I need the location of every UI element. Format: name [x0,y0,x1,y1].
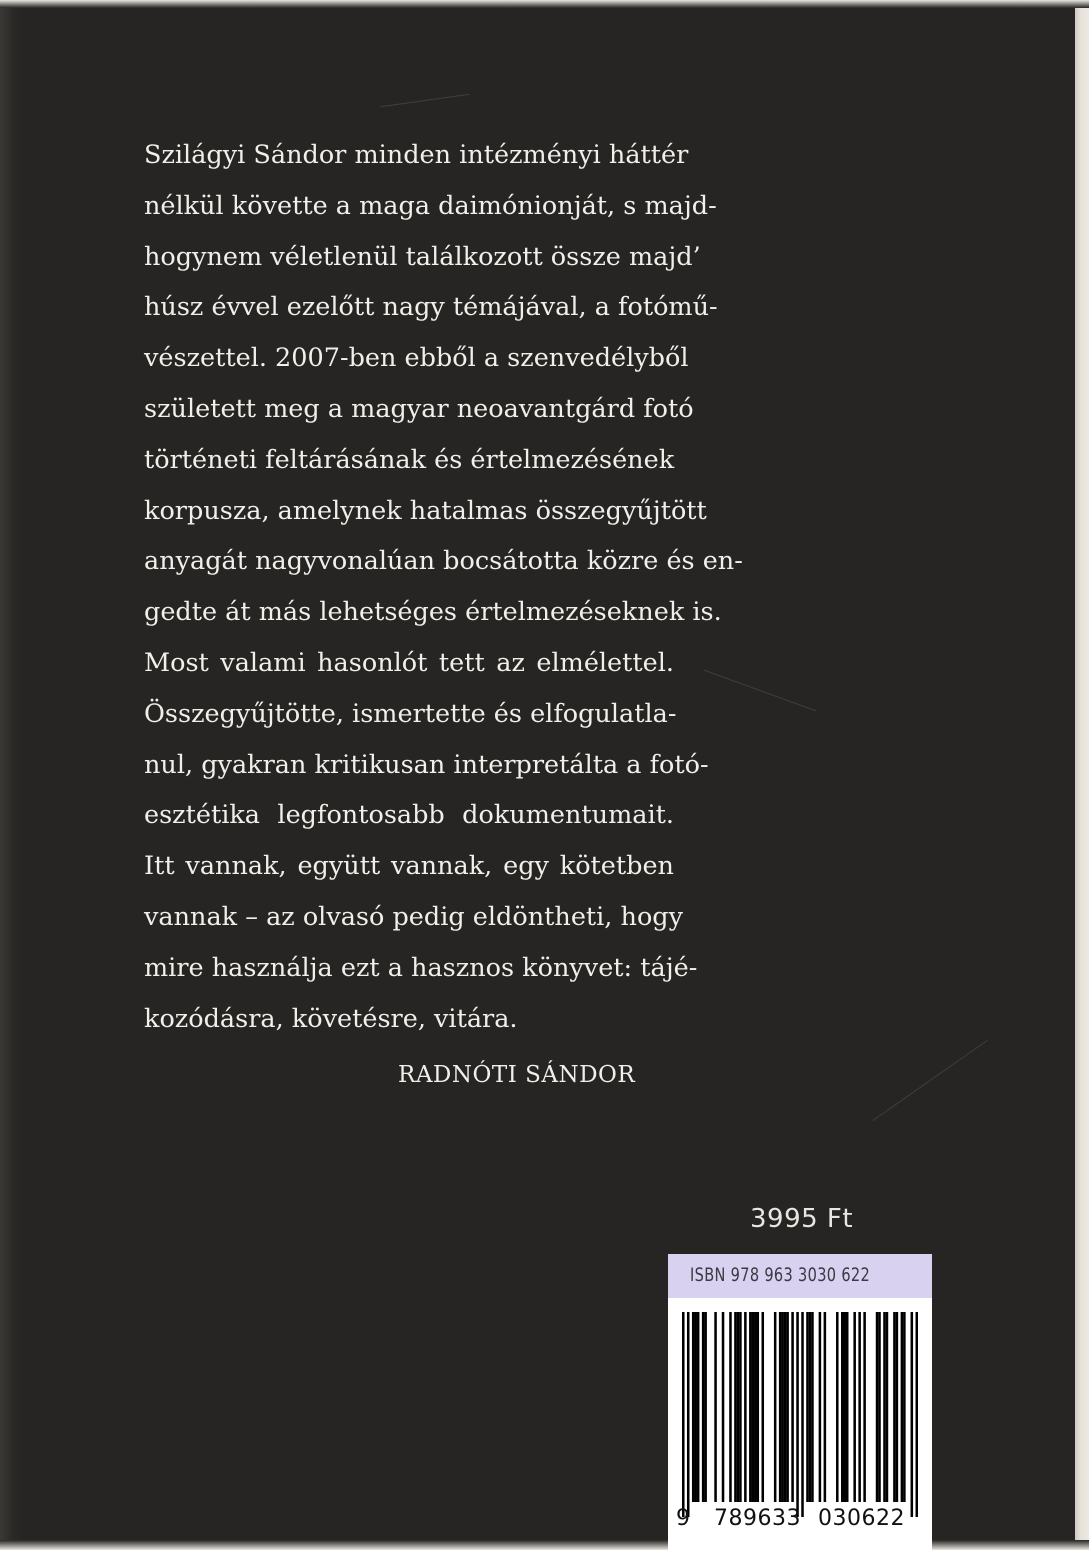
barcode-bar [876,1312,879,1502]
blurb-line: nélkül követte a maga daimónionját, s majd- [144,190,717,221]
blurb-line: nul, gyakran kritikusan interpretálta a fotó- [144,749,709,780]
barcode-bar [692,1312,695,1502]
barcode-bar [779,1312,782,1502]
barcode-panel [668,1298,932,1550]
barcode-bar [903,1312,906,1502]
barcode-bar [911,1312,914,1517]
barcode-bar [786,1312,789,1502]
barcode-bar [781,1312,784,1502]
barcode-bar [784,1312,787,1502]
barcode-lead-digit: 9 [676,1506,690,1531]
spine-edge [0,0,22,1550]
barcode-bar [886,1312,889,1502]
barcode-bar [878,1312,881,1502]
price-label: 3995 Ft [750,1204,854,1234]
isbn-text: ISBN 978 963 3030 622 [690,1264,871,1286]
barcode-bar [796,1312,799,1517]
barcode-bar [853,1312,856,1502]
blurb-line: Most valami hasonlót tett az elmélettel. [144,647,674,678]
barcode-bar [757,1312,760,1502]
barcode-bar [801,1312,804,1517]
barcode-bar [846,1312,849,1502]
surface-scratch [380,94,469,108]
scan-edge-right [1075,0,1089,1550]
barcode-bar [893,1312,896,1502]
blurb-line: esztétika legfontosabb dokumentumait. [144,800,674,831]
barcode-bar [722,1312,725,1502]
blurb-line: anyagát nagyvonalúan bocsátotta közre és en- [144,546,743,577]
barcode-bar [819,1312,822,1502]
barcode-bar [916,1312,918,1517]
surface-scratch [703,670,816,712]
barcode-bar [774,1312,777,1502]
barcode-bar [754,1312,757,1502]
barcode-bar [836,1312,839,1502]
barcode-digits [676,1506,926,1540]
barcode-bar [863,1312,866,1502]
barcode-bar [714,1312,717,1502]
barcode-bar [843,1312,846,1502]
blurb-line: vészettel. 2007-ben ebből a szenvedélyből [144,343,689,374]
blurb-text [144,130,743,1044]
barcode-bar [901,1312,904,1502]
blurb-line: mire használja ezt a hasznos könyvet: tájé- [144,952,698,983]
blurb-line: gedte át más lehetséges értelmezéseknek is. [144,597,722,628]
barcode-bar [841,1312,844,1502]
barcode-bar [761,1312,764,1502]
isbn-label [668,1254,932,1298]
barcode-bar [702,1312,705,1502]
barcode-bar [809,1312,812,1502]
blurb-line: hogynem véletlenül találkozott össze majd’ [144,241,701,272]
blurb-line: húsz évvel ezelőtt nagy témájával, a fotómű- [144,292,718,323]
blurb-line: vannak – az olvasó pedig eldöntheti, hogy [144,901,684,932]
barcode-bar [682,1312,685,1517]
barcode-bar [737,1312,740,1502]
scan-edge-top [0,0,1089,8]
barcode-bar [704,1312,707,1502]
barcode-bar [734,1312,737,1502]
blurb-line: kozódásra, követésre, vitára. [144,1003,518,1034]
barcode-bar [811,1312,814,1502]
blurb-line: Itt vannak, együtt vannak, egy kötetben [144,851,674,882]
blurb-author: RADNÓTI SÁNDOR [398,1062,636,1088]
barcode-bar [896,1312,899,1502]
barcode-bar [694,1312,697,1502]
barcode-bar [791,1312,794,1502]
barcode-bar [744,1312,747,1502]
blurb-line: történeti feltárásának és értelmezésének [144,444,675,475]
barcode-bar [739,1312,742,1502]
barcode-bar [697,1312,700,1502]
barcode-image [682,1312,918,1517]
blurb-line: Összegyűjtötte, ismertette és elfogulatla- [144,698,677,729]
barcode-bar [749,1312,752,1502]
barcode-bar [752,1312,755,1502]
barcode-bar [687,1312,690,1517]
surface-scratch [872,1040,987,1121]
barcode-bar [883,1312,886,1502]
barcode-right-digits: 030622 [818,1506,905,1531]
barcode-bar [806,1312,809,1502]
blurb-line: született meg a magyar neoavantgárd fotó [144,393,694,424]
blurb-line: korpusza, amelynek hatalmas összegyűjtött [144,495,707,526]
blurb-line: Szilágyi Sándor minden intézményi háttér [144,140,689,170]
barcode-bar [729,1312,732,1502]
barcode-bar [824,1312,827,1502]
barcode-bar [858,1312,861,1502]
barcode-left-digits: 789633 [714,1506,801,1531]
